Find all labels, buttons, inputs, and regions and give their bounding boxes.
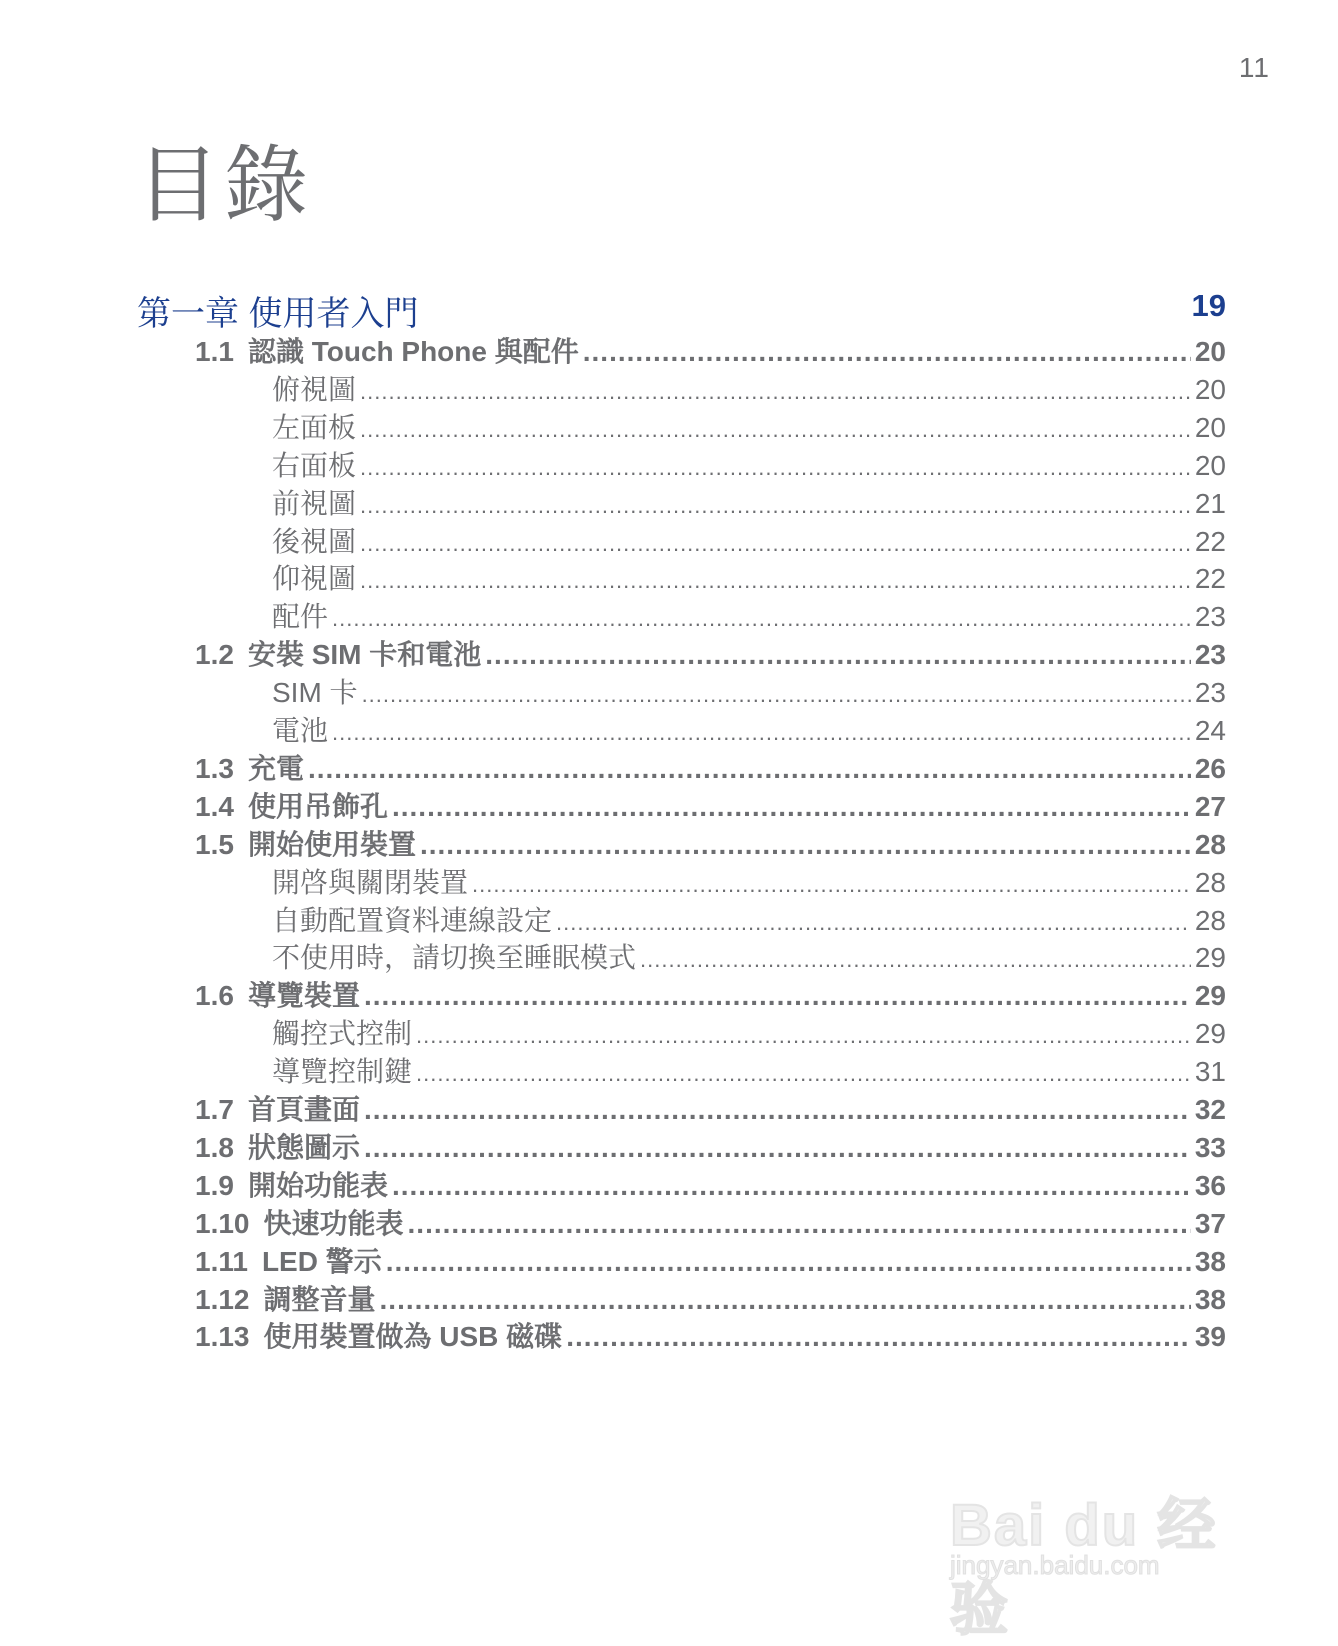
toc-subsection-entry[interactable] — [272, 861, 1226, 901]
toc-subsection-entry[interactable] — [272, 709, 1226, 749]
watermark-brand: Bai du 经验 — [950, 1493, 1218, 1642]
entry-page: 28 — [1194, 828, 1226, 860]
entry-number: 1.9 — [195, 1169, 234, 1201]
entry-label: 開啓與關閉裝置 — [272, 866, 469, 898]
chapter-title: 第一章 使用者入門 — [137, 295, 419, 333]
entry-number: 1.6 — [195, 980, 234, 1012]
toc-section-entry[interactable] — [195, 633, 1226, 673]
entry-page: 26 — [1194, 752, 1226, 784]
entry-label: 導覽控制鍵 — [272, 1056, 413, 1088]
entry-number: 1.2 — [195, 639, 234, 671]
entry-page: 27 — [1194, 790, 1226, 822]
toc-section-entry[interactable] — [195, 747, 1226, 787]
entry-label: 使用裝置做為 USB 磁碟 — [263, 1321, 563, 1353]
dot-leader — [420, 829, 1191, 861]
entry-page: 20 — [1194, 411, 1226, 443]
toc-section-entry[interactable] — [195, 1202, 1226, 1242]
dot-leader — [392, 791, 1191, 823]
toc-subsection-entry[interactable] — [272, 595, 1226, 635]
dot-leader — [386, 1246, 1191, 1278]
dot-leader — [485, 639, 1191, 671]
entry-label: 左面板 — [272, 411, 357, 443]
entry-page: 20 — [1194, 336, 1226, 367]
toc-subsection-entry[interactable] — [272, 482, 1226, 522]
toc-subsection-entry[interactable] — [272, 557, 1226, 597]
dot-leader — [364, 980, 1191, 1012]
page-title: 目錄 — [136, 138, 313, 232]
toc-section-entry[interactable] — [195, 1240, 1226, 1280]
watermark-url: jingyan.baidu.com — [950, 1550, 1160, 1580]
dot-leader — [640, 942, 1191, 974]
entry-number: 1.10 — [195, 1207, 250, 1239]
dot-leader — [360, 563, 1191, 595]
entry-label: 前視圖 — [272, 487, 357, 519]
entry-label: 使用吊飾孔 — [247, 790, 388, 822]
dot-leader — [360, 412, 1191, 444]
entry-page: 22 — [1194, 563, 1226, 595]
entry-page: 22 — [1194, 525, 1226, 557]
dot-leader — [360, 450, 1191, 482]
entry-label: 自動配置資料連線設定 — [272, 904, 553, 936]
entry-number: 1.4 — [195, 790, 234, 822]
entry-label: 電池 — [272, 715, 329, 746]
entry-page: 23 — [1194, 601, 1226, 633]
dot-leader — [472, 867, 1191, 899]
toc-section-entry[interactable] — [195, 1315, 1226, 1355]
toc-subsection-entry[interactable] — [272, 406, 1226, 446]
toc-subsection-entry[interactable] — [272, 1050, 1226, 1090]
table-of-contents — [0, 286, 1338, 1353]
dot-leader — [416, 1056, 1191, 1088]
entry-label: LED 警示 — [261, 1245, 382, 1277]
dot-leader — [364, 1094, 1191, 1126]
dot-leader — [364, 1132, 1191, 1164]
dot-leader — [392, 1170, 1191, 1202]
chapter-heading[interactable] — [0, 286, 1338, 333]
dot-leader — [416, 1018, 1191, 1050]
entry-page: 37 — [1194, 1207, 1226, 1239]
entry-label: 觸控式控制 — [272, 1018, 413, 1050]
toc-subsection-entry[interactable] — [272, 899, 1226, 939]
toc-subsection-entry[interactable] — [272, 936, 1226, 976]
entry-number: 1.7 — [195, 1094, 234, 1125]
dot-leader — [556, 905, 1191, 937]
dot-leader — [380, 1284, 1191, 1316]
entry-page: 29 — [1194, 1018, 1226, 1050]
dot-leader — [308, 753, 1191, 785]
entry-page: 29 — [1194, 942, 1226, 974]
entry-label: 首頁畫面 — [247, 1094, 360, 1125]
toc-section-entry[interactable] — [195, 1088, 1226, 1128]
dot-leader — [332, 601, 1191, 633]
entry-label: 安裝 SIM 卡和電池 — [247, 639, 482, 671]
entry-label: 導覽裝置 — [247, 980, 360, 1012]
entry-number: 1.3 — [195, 752, 234, 784]
entry-label: 認識 Touch Phone 與配件 — [247, 336, 579, 367]
toc-subsection-entry[interactable] — [272, 520, 1226, 560]
baidu-jingyan-watermark — [950, 1440, 1270, 1642]
entry-label: 仰視圖 — [272, 563, 357, 595]
toc-section-entry[interactable] — [195, 1278, 1226, 1318]
entry-page: 39 — [1194, 1321, 1226, 1353]
entry-label: SIM 卡 — [272, 677, 358, 709]
entry-page: 28 — [1194, 866, 1226, 898]
entry-label: 快速功能表 — [263, 1207, 404, 1239]
dot-leader — [566, 1321, 1191, 1353]
chapter-page: 19 — [1191, 288, 1226, 323]
entry-label: 充電 — [247, 752, 304, 784]
entry-label: 右面板 — [272, 449, 357, 481]
toc-section-entry[interactable] — [195, 1126, 1226, 1166]
toc-subsection-entry[interactable] — [272, 671, 1226, 711]
entry-label: 俯視圖 — [272, 373, 357, 405]
entry-page: 38 — [1194, 1283, 1226, 1315]
entry-label: 調整音量 — [263, 1283, 376, 1315]
entry-page: 28 — [1194, 904, 1226, 936]
toc-subsection-entry[interactable] — [272, 1012, 1226, 1052]
dot-leader — [332, 715, 1191, 747]
dot-leader — [360, 374, 1191, 406]
entry-page: 38 — [1194, 1245, 1226, 1277]
entry-page: 29 — [1194, 980, 1226, 1012]
entry-number: 1.1 — [195, 336, 234, 367]
entry-page: 20 — [1194, 449, 1226, 481]
entry-page: 32 — [1194, 1094, 1226, 1125]
dot-leader — [583, 336, 1191, 368]
entry-label: 不使用時，請切換至睡眠模式 — [272, 942, 637, 974]
entry-label: 配件 — [272, 601, 329, 633]
dot-leader — [408, 1208, 1191, 1240]
entry-number: 1.5 — [195, 828, 234, 860]
entry-label: 後視圖 — [272, 525, 357, 557]
entry-label: 狀態圖示 — [247, 1131, 360, 1163]
entry-number: 1.11 — [195, 1245, 248, 1277]
toc-section-entry[interactable] — [195, 1164, 1226, 1204]
toc-section-entry[interactable] — [195, 823, 1226, 863]
entry-page: 23 — [1194, 639, 1226, 671]
entry-number: 1.12 — [195, 1283, 250, 1315]
dot-leader — [360, 526, 1191, 558]
entry-page: 36 — [1194, 1169, 1226, 1201]
toc-subsection-entry[interactable] — [272, 368, 1226, 408]
entry-number: 1.13 — [195, 1321, 250, 1353]
entry-label: 開始使用裝置 — [247, 828, 416, 860]
toc-section-entry[interactable] — [195, 330, 1226, 370]
toc-section-entry[interactable] — [195, 974, 1226, 1014]
entry-number: 1.8 — [195, 1131, 234, 1163]
entry-page: 21 — [1194, 487, 1226, 519]
entry-page: 33 — [1194, 1131, 1226, 1163]
entry-page: 24 — [1194, 715, 1226, 746]
toc-subsection-entry[interactable] — [272, 444, 1226, 484]
entry-page: 31 — [1194, 1056, 1226, 1088]
toc-section-entry[interactable] — [195, 785, 1226, 825]
entry-page: 20 — [1194, 373, 1226, 405]
dot-leader — [360, 488, 1191, 520]
dot-leader — [362, 677, 1191, 709]
entry-page: 23 — [1194, 677, 1226, 709]
page-number: 11 — [1238, 52, 1270, 83]
entry-label: 開始功能表 — [247, 1169, 388, 1201]
